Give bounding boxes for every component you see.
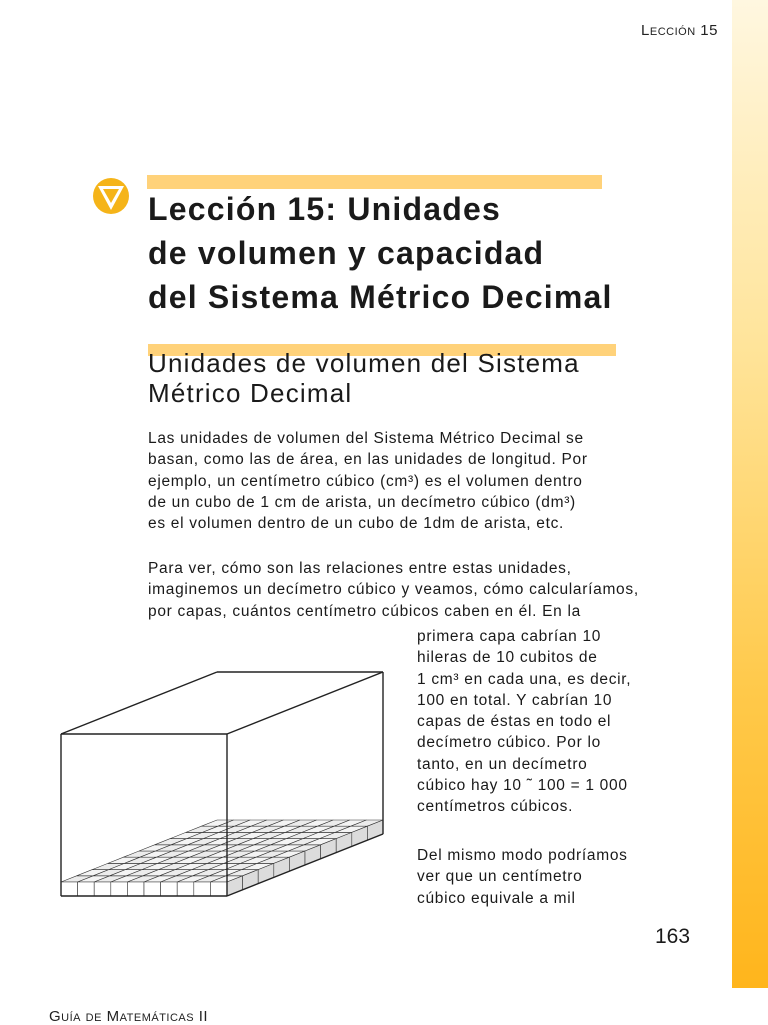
section-heading-line: Métrico Decimal <box>148 378 353 408</box>
cube-edge <box>61 672 217 734</box>
cube-diagram <box>57 668 392 900</box>
lesson-title-line: del Sistema Métrico Decimal <box>148 279 613 315</box>
cm-cube-front <box>144 882 161 896</box>
text-line: por capas, cuántos centímetro cúbicos caben en él. En la <box>148 602 581 620</box>
text-line: Las unidades de volumen del Sistema Métrico Decimal se <box>148 430 584 447</box>
paragraph-relations <box>148 558 639 622</box>
text-line: de un cubo de 1 cm de arista, un decímetro cúbico (dm³) <box>148 493 576 511</box>
lesson-title-line: de volumen y capacidad <box>148 235 545 271</box>
cm-cube-front <box>177 882 194 896</box>
paragraph-centimeter <box>417 845 628 909</box>
cm-cube-front <box>161 882 178 896</box>
lesson-title-line: Lección 15: Unidades <box>148 191 501 227</box>
text-line: primera capa cabrían 10 <box>417 628 602 645</box>
decorative-sidebar <box>732 0 768 988</box>
text-line: tanto, en un decímetro <box>417 755 588 773</box>
text-line: cúbico hay 10 ˜ 100 = 1 000 <box>417 777 628 795</box>
section-heading <box>148 348 628 408</box>
text-line: 1 cm³ en cada una, es decir, <box>417 670 632 688</box>
text-line: cúbico equivale a mil <box>417 889 576 907</box>
text-line: Para ver, cómo son las relaciones entre estas unidades, <box>148 560 572 577</box>
text-line: imaginemos un decímetro cúbico y veamos, cómo calcularíamos, <box>148 581 639 599</box>
text-line: ver que un centímetro <box>417 868 583 886</box>
cm-cube-front <box>210 882 227 896</box>
book-title: Guía de Matemáticas II <box>49 1008 209 1025</box>
cm-cube-front <box>127 882 144 896</box>
lesson-title <box>148 187 613 319</box>
cm-cube-front <box>78 882 95 896</box>
paragraph-intro <box>148 428 588 534</box>
text-line: capas de éstas en todo el <box>417 713 612 731</box>
text-line: hileras de 10 cubitos de <box>417 649 598 667</box>
cm-cube-front <box>61 882 78 896</box>
page-number: 163 <box>655 925 691 948</box>
cm-cube-front <box>94 882 111 896</box>
section-heading-line: Unidades de volumen del Sistema <box>148 348 580 378</box>
down-triangle-icon <box>92 177 130 215</box>
text-line: Del mismo modo podríamos <box>417 847 628 864</box>
text-line: centímetros cúbicos. <box>417 798 574 816</box>
text-line: decímetro cúbico. Por lo <box>417 734 601 752</box>
text-line: 100 en total. Y cabrían 10 <box>417 691 613 709</box>
running-head: Lección 15 <box>641 22 718 39</box>
text-line: basan, como las de área, en las unidades de longitud. Por <box>148 451 588 469</box>
paragraph-layers <box>417 626 631 818</box>
cm-cube-front <box>111 882 128 896</box>
cm-cube-front <box>194 882 211 896</box>
text-line: ejemplo, un centímetro cúbico (cm³) es el volumen dentro <box>148 472 583 490</box>
cube-edge <box>227 672 383 734</box>
text-line: es el volumen dentro de un cubo de 1dm de arista, etc. <box>148 515 565 533</box>
